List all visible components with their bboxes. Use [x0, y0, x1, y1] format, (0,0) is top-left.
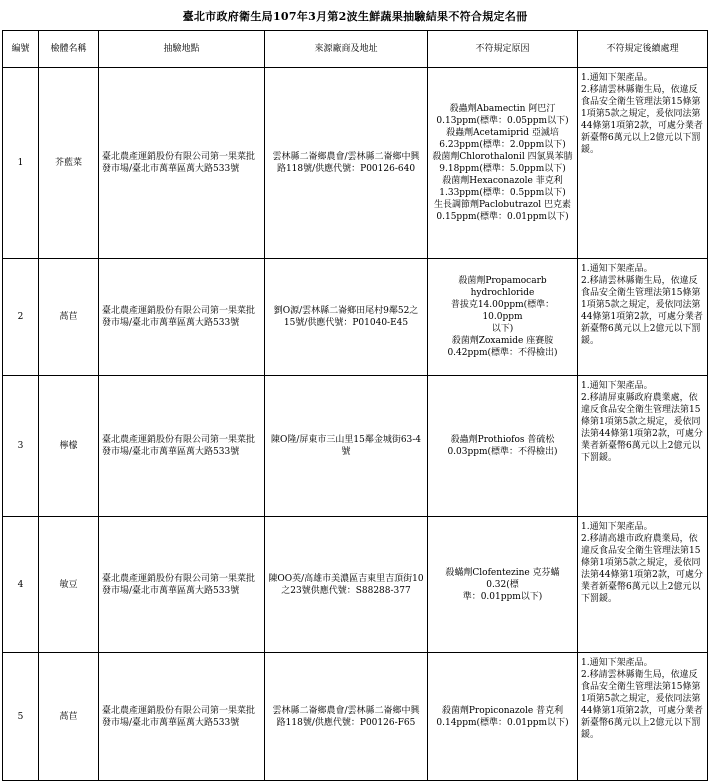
- reason-line: 準：0.01ppm以下): [462, 591, 543, 602]
- sampling-location: 臺北農產運銷股份有限公司第一果菜批發市場/臺北市萬華區萬大路533號: [99, 653, 265, 781]
- reason-line: 殺菌劑Hexaconazole 菲克利: [442, 176, 563, 186]
- reason-line: 0.15ppm(標準：0.01ppm以下): [436, 212, 569, 222]
- reason-line: 0.42ppm(標準：不得檢出): [447, 348, 558, 358]
- table-row: [3, 259, 708, 376]
- source-vendor: 陳OO英/高雄市美濃區吉東里吉頂街10之23號供應代號：S88288-377: [265, 517, 428, 653]
- reason-line: 以下): [491, 324, 514, 334]
- row-number: 5: [3, 653, 39, 781]
- header-follow-up-action: 不符規定後續處理: [578, 31, 708, 68]
- noncompliance-reason: [428, 376, 578, 517]
- header-sampling-location: 抽驗地點: [99, 31, 265, 68]
- row-number: 1: [3, 68, 39, 259]
- source-vendor: 雲林縣二崙鄉農會/雲林縣二崙鄉中興路118號/供應代號：P00126-640: [265, 68, 428, 259]
- sample-name: 萵苣: [39, 653, 99, 781]
- follow-up-action: 1.通知下架產品。 2.移請雲林縣衛生局，依違反食品安全衛生管理法第15條第1項第5款之規定，爰依同法第44條第1項第2款，可處分業者新臺幣6萬元以上2億元以下罰鍰。: [578, 68, 708, 259]
- noncompliance-table: [2, 30, 708, 781]
- document-title: 臺北市政府衛生局107年3月第2波生鮮蔬果抽驗結果不符合規定名冊: [182, 10, 528, 23]
- table-row: [3, 653, 708, 781]
- reason-line: 殺菌劑Chlorothalonil 四氯異苯腈: [432, 152, 573, 162]
- sample-name: 檸檬: [39, 376, 99, 517]
- source-vendor: 陳O隆/屏東市三山里15鄰金城街63-4號: [265, 376, 428, 517]
- sampling-location: 臺北農產運銷股份有限公司第一果菜批發市場/臺北市萬華區萬大路533號: [99, 68, 265, 259]
- reason-line: 0.14ppm(標準：0.01ppm以下): [436, 717, 569, 728]
- table-row: [3, 376, 708, 517]
- table-header-row: [3, 31, 708, 68]
- follow-up-action: 1.通知下架產品。 2.移請高雄市政府農業局，依違反食品安全衛生管理法第15條第1項第5款之規定，爰依同法第44條第1項第2款，可處分業者新臺幣6萬元以上2億元以下罰鍰。: [578, 517, 708, 653]
- header-noncompliance-reason: 不符規定原因: [428, 31, 578, 68]
- table-row: [3, 517, 708, 653]
- sample-name: 敏豆: [39, 517, 99, 653]
- sampling-location: 臺北農產運銷股份有限公司第一果菜批發市場/臺北市萬華區萬大路533號: [99, 376, 265, 517]
- sampling-location: 臺北農產運銷股份有限公司第一果菜批發市場/臺北市萬華區萬大路533號: [99, 259, 265, 376]
- reason-line: 普拔克14.00ppm(標準：10.0ppm: [450, 300, 555, 322]
- reason-line: 生長調節劑Paclobutrazol 巴克素: [433, 200, 572, 210]
- table-row: [3, 68, 708, 259]
- header-source-vendor: 來源廠商及地址: [265, 31, 428, 68]
- row-number: 3: [3, 376, 39, 517]
- reason-line: 殺蟲劑Acetamiprid 亞滅培: [446, 128, 559, 138]
- row-number: 2: [3, 259, 39, 376]
- reason-line: 殺菌劑Propiconazole 普克利: [441, 705, 564, 716]
- row-number: 4: [3, 517, 39, 653]
- reason-line: 殺蟎劑Clofentezine 克芬蟎0.32(標: [445, 567, 560, 590]
- reason-line: 6.23ppm(標準：2.0ppm以下): [439, 140, 566, 150]
- follow-up-action: 1.通知下架產品。 2.移請屏東縣政府農業處，依違反食品安全衛生管理法第15條第1項第5款之規定，爰依同法第44條第1項第2款，可處分業者新臺幣6萬元以上2億元以下罰鍰。: [578, 376, 708, 517]
- reason-line: 9.18ppm(標準：5.0ppm以下): [439, 164, 566, 174]
- noncompliance-reason: [428, 653, 578, 781]
- noncompliance-reason: [428, 259, 578, 376]
- source-vendor: 劉O源/雲林縣二崙鄉田尾村9鄰52之15號/供應代號：P01040-E45: [265, 259, 428, 376]
- reason-line: 殺菌劑Propamocarb hydrochloride: [458, 276, 547, 298]
- sample-name: 萵苣: [39, 259, 99, 376]
- reason-line: 殺菌劑Zoxamide 座賽胺: [451, 336, 554, 346]
- header-sample-name: 檢體名稱: [39, 31, 99, 68]
- noncompliance-reason: [428, 68, 578, 259]
- sample-name: 芥藍菜: [39, 68, 99, 259]
- follow-up-action: 1.通知下架產品。 2.移請雲林縣衛生局，依違反食品安全衛生管理法第15條第1項第5款之規定，爰依同法第44條第1項第2款，可處分業者新臺幣6萬元以上2億元以下罰鍰。: [578, 653, 708, 781]
- source-vendor: 雲林縣二崙鄉農會/雲林縣二崙鄉中興路118號/供應代號：P00126-F65: [265, 653, 428, 781]
- header-number: 編號: [3, 31, 39, 68]
- noncompliance-reason: [428, 517, 578, 653]
- reason-line: 1.33ppm(標準：0.5ppm以下): [439, 188, 566, 198]
- follow-up-action: 1.通知下架產品。 2.移請雲林縣衛生局，依違反食品安全衛生管理法第15條第1項第5款之規定，爰依同法第44條第1項第2款，可處分業者新臺幣6萬元以上2億元以下罰鍰。: [578, 259, 708, 376]
- reason-line: 殺蟲劑Prothiofos 普硫松: [450, 435, 555, 445]
- reason-line: 0.13ppm(標準：0.05ppm以下): [436, 116, 569, 126]
- reason-line: 殺蟲劑Abamectin 阿巴汀: [449, 104, 556, 114]
- sampling-location: 臺北農產運銷股份有限公司第一果菜批發市場/臺北市萬華區萬大路533號: [99, 517, 265, 653]
- reason-line: 0.03ppm(標準：不得檢出): [447, 447, 558, 457]
